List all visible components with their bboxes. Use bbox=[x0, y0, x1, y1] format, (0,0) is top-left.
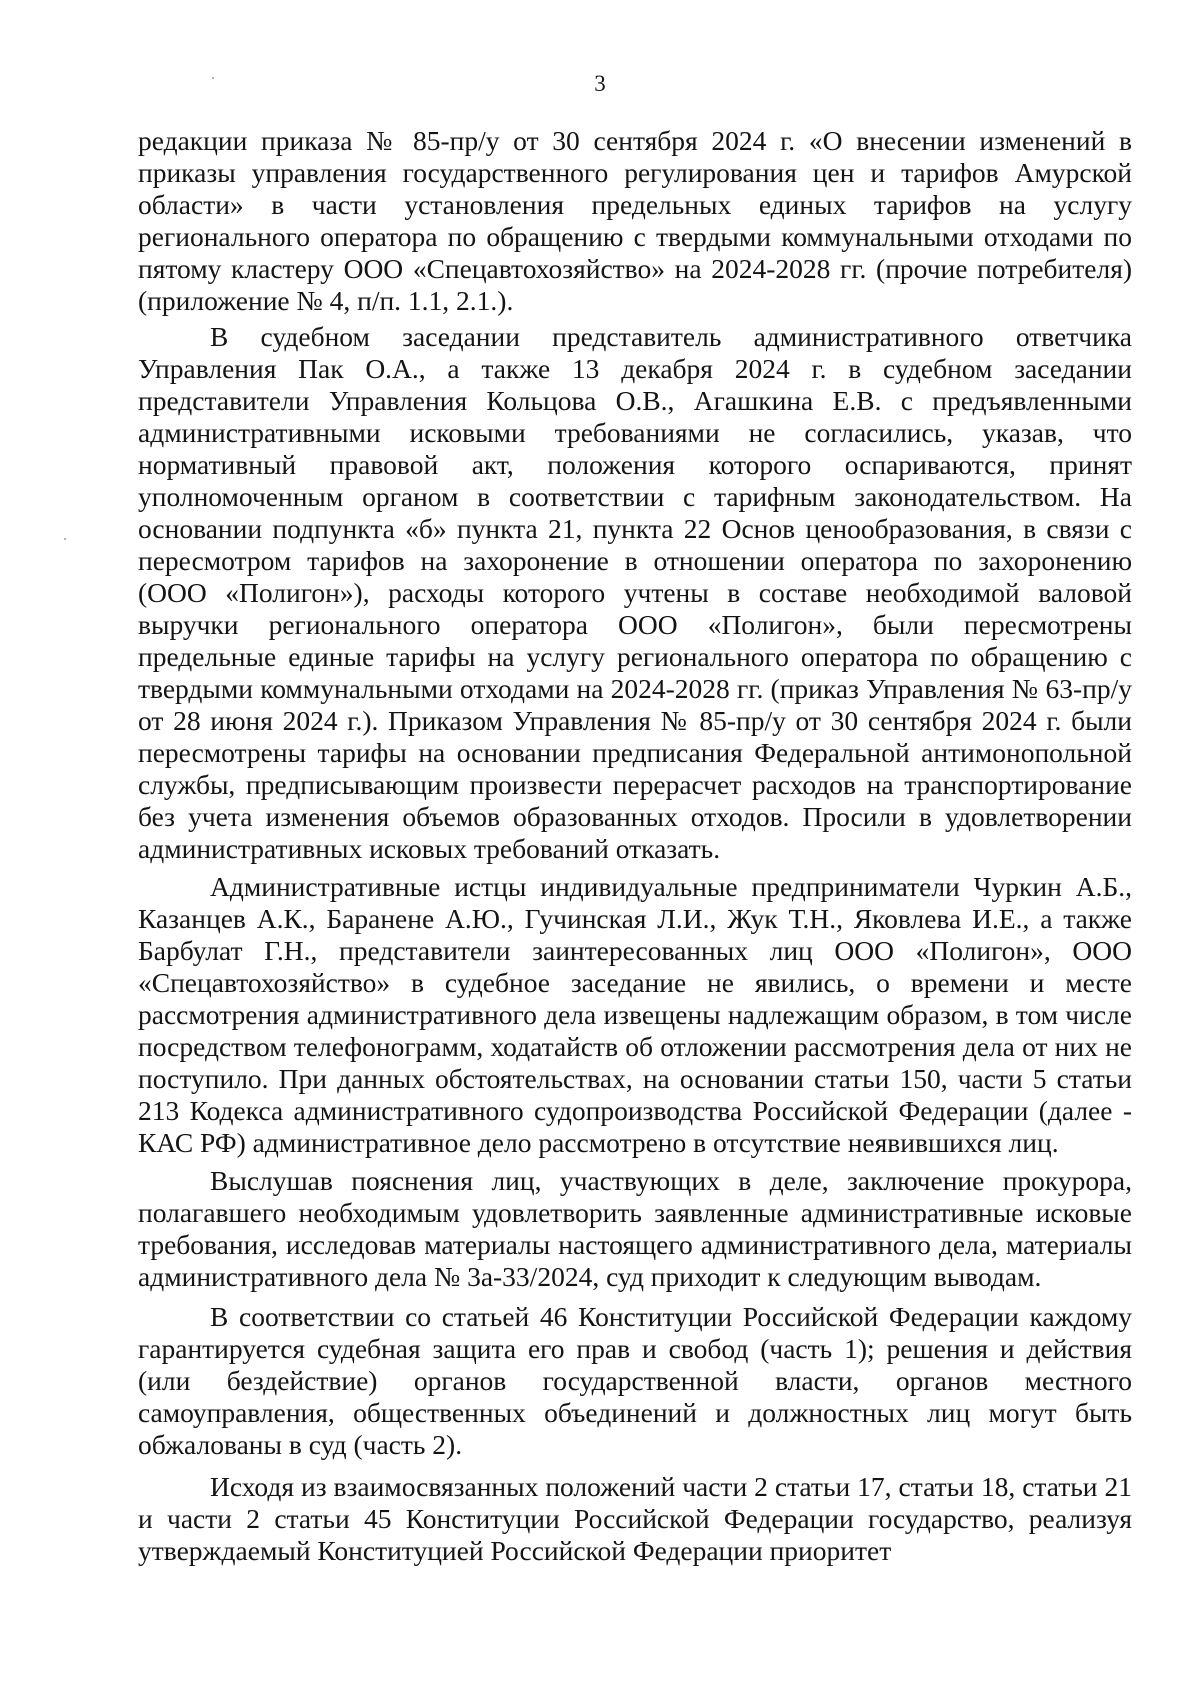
paragraph-court-conclusion: Выслушав пояснения лиц, участвующих в деле, заключение прокурора, полагавшего необходимым удовлетворить заявленные административные исковые требования, исследовав материалы настоящего административного дела, материалы административного дела № 3а-33/2024, суд приходит к следующим выводам. bbox=[138, 1165, 1132, 1292]
paragraph-defendant-position: В судебном заседании представитель административного ответчика Управления Пак О.А., а также 13 декабря 2024 г. в судебном заседании представители Управления Кольцова О.В., Агашкина Е.В. с предъявленными административными исковыми требованиями не согласились, указав, что нормативный правовой акт, положения которого оспариваются, принят уполномоченным органом в соответствии с тарифным законодательством. На основании подпункта «б» пункта 21, пункта 22 Основ ценообразования, в связи с пересмотром тарифов на захоронение в отношении оператора по захоронению (ООО «Полигон»), расходы которого учтены в составе необходимой валовой выручки регионального оператора ООО «Полигон», были пересмотрены предельные единые тарифы на услугу регионального оператора по обращению с твердыми коммунальными отходами на 2024-2028 гг. (приказ Управления № 63-пр/у от 28 июня 2024 г.). Приказом Управления № 85-пр/у от 30 сентября 2024 г. были пересмотрены тарифы на основании предписания Федеральной антимонопольной службы, предписывающим произвести перерасчет расходов на транспортирование без учета изменения объемов образованных отходов. Просили в удовлетворении административных исковых требований отказать. bbox=[138, 321, 1132, 864]
document-body bbox=[138, 125, 1132, 1567]
paragraph-constitution-articles: Исходя из взаимосвязанных положений части 2 статьи 17, статьи 18, статьи 21 и части 2 статьи 45 Конституции Российской Федерации государство, реализуя утверждаемый Конституцией Российской Федерации приоритет bbox=[138, 1471, 1132, 1566]
paragraph-constitution-article-46: В соответствии со статьей 46 Конституции Российской Федерации каждому гарантируется судебная защита его прав и свобод (часть 1); решения и действия (или бездействие) органов государственной власти, органов местного самоуправления, общественных объединений и должностных лиц могут быть обжалованы в суд (часть 2). bbox=[138, 1301, 1132, 1460]
paragraph-plaintiffs-absence: Административные истцы индивидуальные предприниматели Чуркин А.Б., Казанцев А.К., Баранене А.Ю., Гучинская Л.И., Жук Т.Н., Яковлева И.Е., а также Барбулат Г.Н., представители заинтересованных лиц ООО «Полигон», ООО «Спецавтохозяйство» в судебное заседание не явились, о времени и месте рассмотрения административного дела извещены надлежащим образом, в том числе посредством телефонограмм, ходатайств об отложении рассмотрения дела от них не поступило. При данных обстоятельствах, на основании статьи 150, части 5 статьи 213 Кодекса административного судопроизводства Российской Федерации (далее - КАС РФ) административное дело рассмотрено в отсутствие неявившихся лиц. bbox=[138, 871, 1132, 1158]
scan-speck bbox=[64, 538, 66, 540]
page-number: 3 bbox=[594, 71, 606, 96]
paragraph-continuation: редакции приказа № 85-пр/у от 30 сентября 2024 г. «О внесении изменений в приказы управления государственного регулирования цен и тарифов Амурской области» в части установления предельных единых тарифов на услугу регионального оператора по обращению с твердыми коммунальными отходами по пятому кластеру ООО «Спецавтохозяйство» на 2024-2028 гг. (прочие потребителя) (приложение № 4, п/п. 1.1, 2.1.). bbox=[138, 125, 1132, 316]
